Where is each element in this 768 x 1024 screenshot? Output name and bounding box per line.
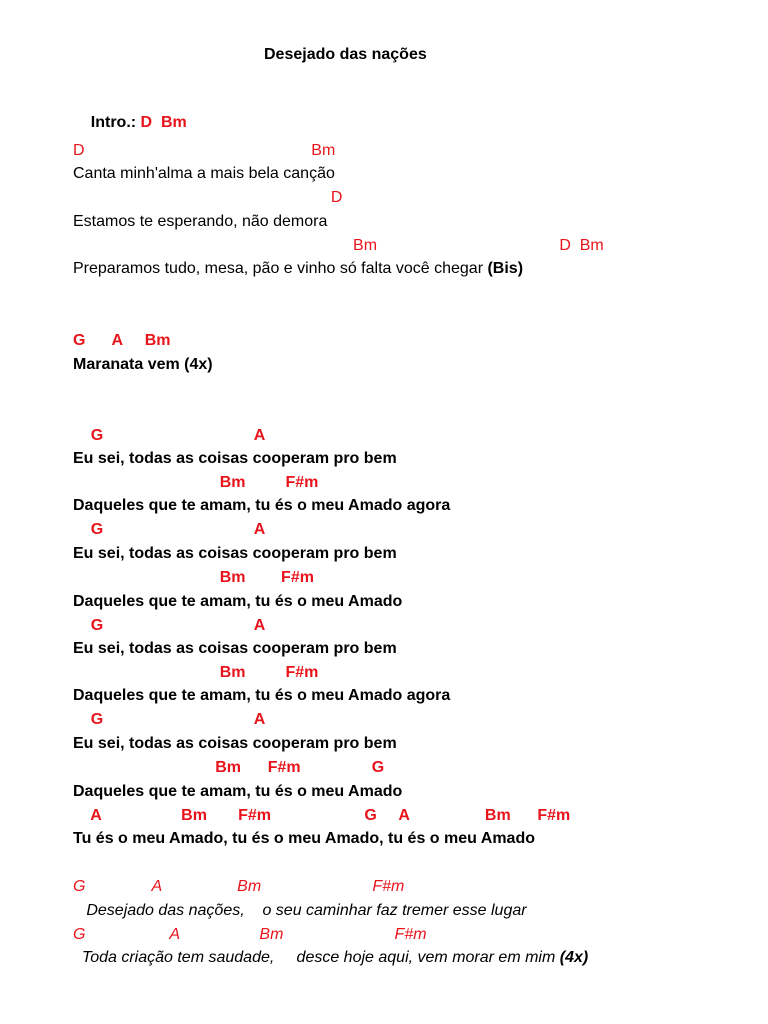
lyric-text: Toda criação tem saudade, desce hoje aqui, vem morar em mim <box>73 949 556 966</box>
lyric-line: Canta minh'alma a mais bela canção <box>73 165 335 182</box>
repeat-marker: (Bis) <box>487 260 524 277</box>
lyric-line: Eu sei, todas as coisas cooperam pro bem <box>73 450 397 467</box>
lyric-line: Daqueles que te amam, tu és o meu Amado <box>73 783 403 800</box>
chord-line: D <box>73 189 343 206</box>
chord-line: Bm F#m <box>73 664 319 681</box>
lyric-line: Eu sei, todas as coisas cooperam pro bem <box>73 545 397 562</box>
chord-line: A Bm F#m G A Bm F#m <box>73 807 571 824</box>
chord-line: Bm F#m <box>73 569 314 586</box>
chord-line: G A Bm F#m <box>73 926 427 943</box>
intro-label: Intro.: <box>90 114 137 131</box>
lyric-line: Daqueles que te amam, tu és o meu Amado agora <box>73 497 451 514</box>
lyric-line: Maranata vem (4x) <box>73 356 213 373</box>
chord-line: Bm F#m <box>73 474 319 491</box>
lyric-line: Daqueles que te amam, tu és o meu Amado <box>73 593 403 610</box>
lyric-text: Preparamos tudo, mesa, pão e vinho só falta você chegar <box>73 260 484 277</box>
lyric-line: Eu sei, todas as coisas cooperam pro bem <box>73 735 397 752</box>
chord-line: Bm F#m G <box>73 759 385 776</box>
chord-line: G A <box>73 617 266 634</box>
chord-line: G A Bm F#m <box>73 878 405 895</box>
chord-line: G A <box>73 427 266 444</box>
chord-line: G A <box>73 711 266 728</box>
lyric-line: Desejado das nações, o seu caminhar faz tremer esse lugar <box>73 902 527 919</box>
chord-line: Bm D Bm <box>73 237 604 254</box>
chord-line: G A Bm <box>73 332 171 349</box>
lyric-line <box>73 259 523 279</box>
song-title: Desejado das nações <box>264 46 427 63</box>
lyric-line: Daqueles que te amam, tu és o meu Amado agora <box>73 687 451 704</box>
chord-line: D Bm <box>73 142 336 159</box>
lyric-line: Eu sei, todas as coisas cooperam pro bem <box>73 640 397 657</box>
lyric-line: Estamos te esperando, não demora <box>73 213 328 230</box>
lyric-line <box>73 948 588 968</box>
chord-line: G A <box>73 521 266 538</box>
repeat-marker: (4x) <box>559 949 589 966</box>
lyric-line: Tu és o meu Amado, tu és o meu Amado, tu és o meu Amado <box>73 830 535 847</box>
intro-chords: D Bm <box>136 114 187 131</box>
